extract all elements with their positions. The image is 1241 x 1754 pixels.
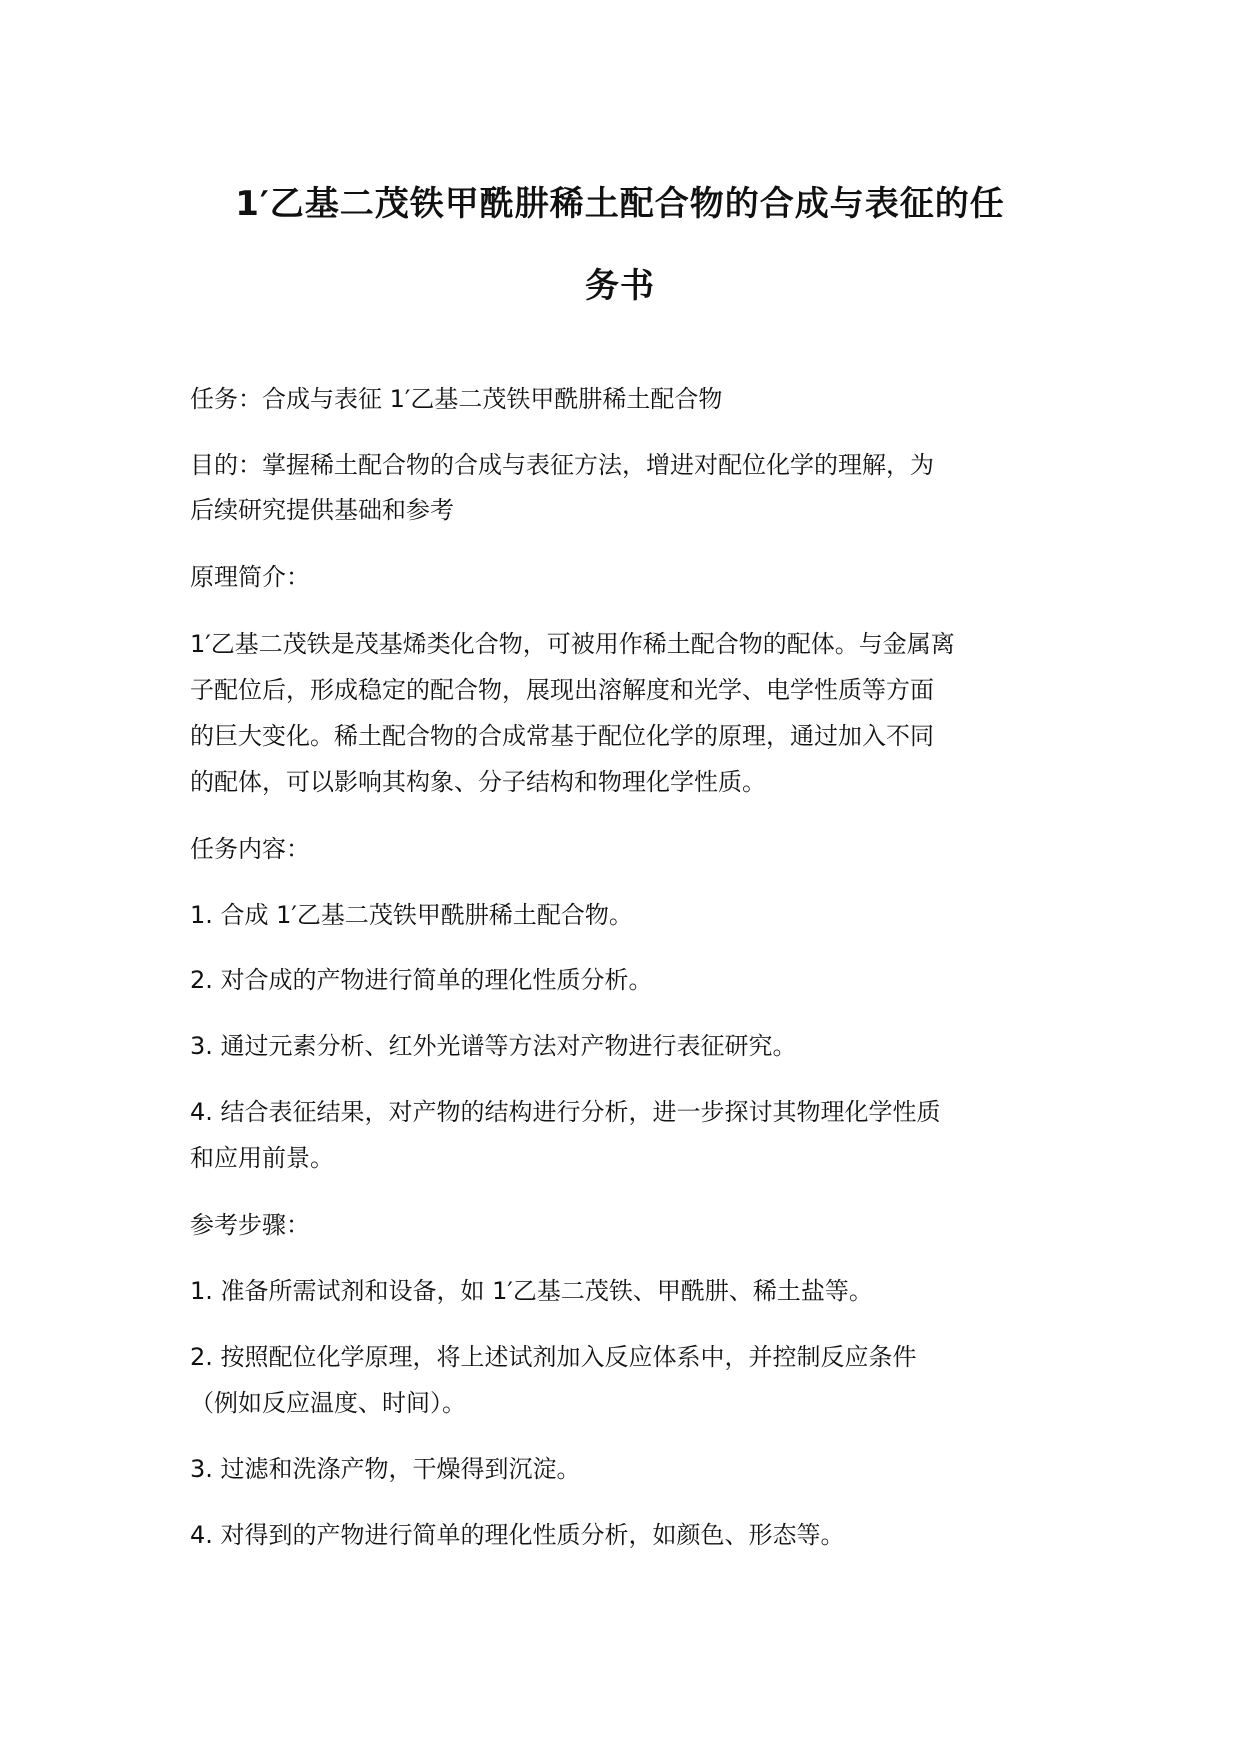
task-line: 任务：合成与表征 1′乙基二茂铁甲酰肼稀土配合物 [190, 385, 723, 413]
content-item-1: 1. 合成 1′乙基二茂铁甲酰肼稀土配合物。 [190, 901, 633, 929]
document-title-line-2: 务书 [585, 266, 655, 306]
content-heading: 任务内容： [190, 835, 310, 863]
step-item-4: 4. 对得到的产物进行简单的理化性质分析，如颜色、形态等。 [190, 1521, 845, 1549]
step-item-2: 2. 按照配位化学原理，将上述试剂加入反应体系中，并控制反应条件 [190, 1343, 917, 1371]
document-title-line-1: 1′乙基二茂铁甲酰肼稀土配合物的合成与表征的任 [235, 184, 1005, 224]
content-item-2: 2. 对合成的产物进行简单的理化性质分析。 [190, 966, 653, 994]
step-item-2-continued: （例如反应温度、时间）。 [190, 1389, 466, 1417]
purpose-line-1: 目的：掌握稀土配合物的合成与表征方法，增进对配位化学的理解，为 [190, 451, 934, 479]
principle-line-3: 的巨大变化。稀土配合物的合成常基于配位化学的原理，通过加入不同 [190, 722, 934, 750]
step-item-1: 1. 准备所需试剂和设备，如 1′乙基二茂铁、甲酰肼、稀土盐等。 [190, 1277, 873, 1305]
purpose-line-2: 后续研究提供基础和参考 [190, 496, 454, 524]
principle-line-2: 子配位后，形成稳定的配合物，展现出溶解度和光学、电学性质等方面 [190, 676, 934, 704]
content-item-3: 3. 通过元素分析、红外光谱等方法对产物进行表征研究。 [190, 1032, 797, 1060]
principle-heading: 原理简介： [190, 563, 310, 591]
step-item-3: 3. 过滤和洗涤产物，干燥得到沉淀。 [190, 1455, 581, 1483]
steps-heading: 参考步骤： [190, 1211, 310, 1239]
principle-line-1: 1′乙基二茂铁是茂基烯类化合物，可被用作稀土配合物的配体。与金属离 [190, 630, 955, 658]
content-item-4: 4. 结合表征结果，对产物的结构进行分析，进一步探讨其物理化学性质 [190, 1098, 941, 1126]
content-item-4-continued: 和应用前景。 [190, 1144, 334, 1172]
principle-line-4: 的配体，可以影响其构象、分子结构和物理化学性质。 [190, 768, 766, 796]
